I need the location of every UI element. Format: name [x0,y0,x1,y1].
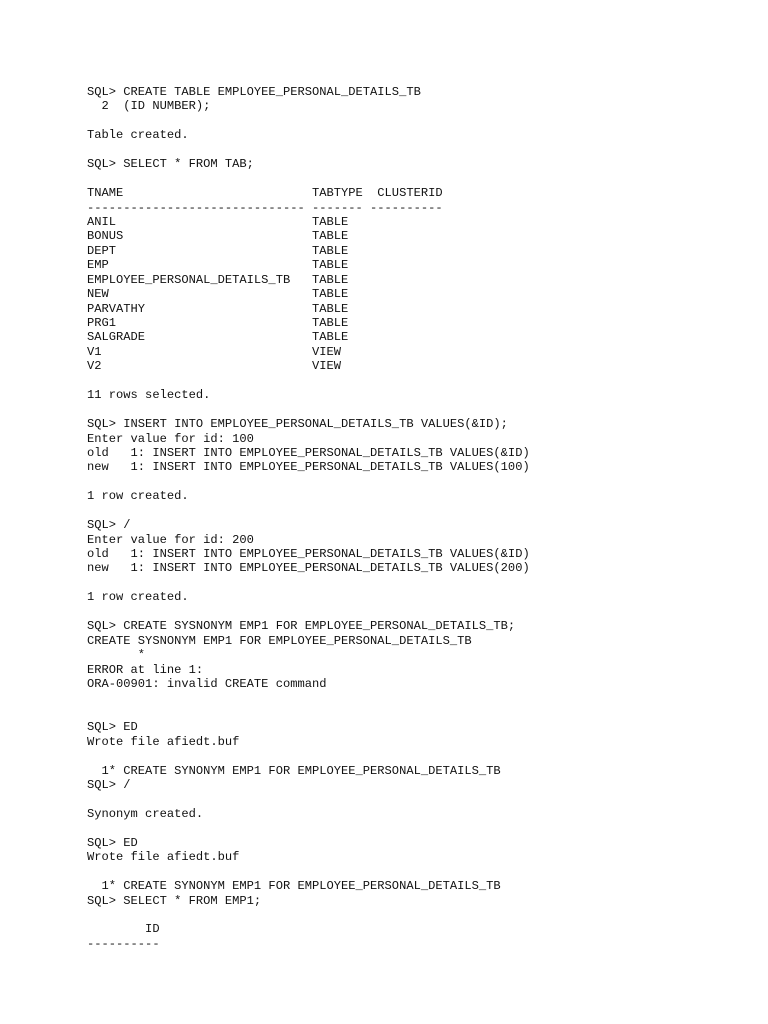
transcript-line [87,908,530,922]
transcript-line: old 1: INSERT INTO EMPLOYEE_PERSONAL_DETAILS_TB VALUES(&ID) [87,547,530,561]
transcript-line: PRG1 TABLE [87,316,349,330]
transcript-line [87,576,530,590]
transcript-line [87,821,530,835]
transcript-line: * [87,648,146,663]
transcript-line: Wrote file afiedt.buf [87,850,240,865]
transcript-line [87,865,530,879]
transcript-line: new 1: INSERT INTO EMPLOYEE_PERSONAL_DETAILS_TB VALUES(100) [87,460,530,475]
transcript-line: Enter value for id: 200 [87,532,254,547]
transcript-line: SQL> CREATE TABLE EMPLOYEE_PERSONAL_DETAILS_TB [87,85,421,99]
transcript-line: ORA-00901: invalid CREATE command [87,676,327,691]
transcript-line: SQL> CREATE SYSNONYM EMP1 FOR EMPLOYEE_PERSONAL_DETAILS_TB; [87,619,516,634]
transcript-line: ERROR at line 1: [87,662,204,677]
transcript-line: Enter value for id: 100 [87,431,254,446]
transcript-line: DEPT TABLE [87,243,349,258]
transcript-line: BONUS TABLE [87,229,349,244]
transcript-line: V1 VIEW [87,344,342,359]
transcript-line: SQL> SELECT * FROM EMP1; [87,893,262,908]
transcript-line: 1* CREATE SYNONYM EMP1 FOR EMPLOYEE_PERSONAL_DETAILS_TB [87,763,501,778]
transcript-line: SQL> / [87,778,131,792]
transcript-line: new 1: INSERT INTO EMPLOYEE_PERSONAL_DETAILS_TB VALUES(200) [87,561,530,576]
transcript-line: PARVATHY TABLE [87,301,349,316]
transcript-line [87,605,530,619]
transcript-line: ------------------------------ ------- ---------- [87,200,443,215]
transcript-line [87,749,530,763]
transcript-line: SQL> ED [87,720,138,735]
transcript-line: TNAME TABTYPE CLUSTERID [87,186,443,201]
transcript-line [87,691,530,705]
transcript-line [87,475,530,489]
transcript-line: ---------- [87,936,160,951]
transcript-line: CREATE SYSNONYM EMP1 FOR EMPLOYEE_PERSONAL_DETAILS_TB [87,633,472,648]
transcript-line: Table created. [87,128,189,143]
transcript-line [87,403,530,417]
transcript-line: 2 (ID NUMBER); [87,99,211,114]
transcript-line: SQL> / [87,518,131,533]
transcript-line [87,792,530,806]
transcript-line: ANIL TABLE [87,214,349,229]
transcript-line [87,706,530,720]
transcript-line: EMPLOYEE_PERSONAL_DETAILS_TB TABLE [87,272,349,287]
transcript-line: 1 row created. [87,590,189,605]
transcript-line: V2 VIEW [87,359,342,374]
transcript-line: SQL> SELECT * FROM TAB; [87,157,254,172]
transcript-line: NEW TABLE [87,287,349,302]
transcript-line: SQL> ED [87,835,138,850]
transcript-line: SQL> INSERT INTO EMPLOYEE_PERSONAL_DETAILS_TB VALUES(&ID); [87,417,508,432]
transcript-line [87,143,530,157]
transcript-line [87,504,530,518]
transcript-line: old 1: INSERT INTO EMPLOYEE_PERSONAL_DETAILS_TB VALUES(&ID) [87,445,530,460]
transcript-line [87,374,530,388]
sql-transcript [87,85,530,951]
transcript-line: 1 row created. [87,489,189,504]
transcript-line: ID [87,922,160,937]
transcript-line: EMP TABLE [87,258,349,273]
transcript-line: Wrote file afiedt.buf [87,734,240,749]
transcript-line [87,114,530,128]
transcript-line: 11 rows selected. [87,388,211,403]
transcript-line: Synonym created. [87,806,204,821]
transcript-line: SALGRADE TABLE [87,330,349,345]
transcript-line: 1* CREATE SYNONYM EMP1 FOR EMPLOYEE_PERSONAL_DETAILS_TB [87,879,501,894]
transcript-line [87,172,530,186]
